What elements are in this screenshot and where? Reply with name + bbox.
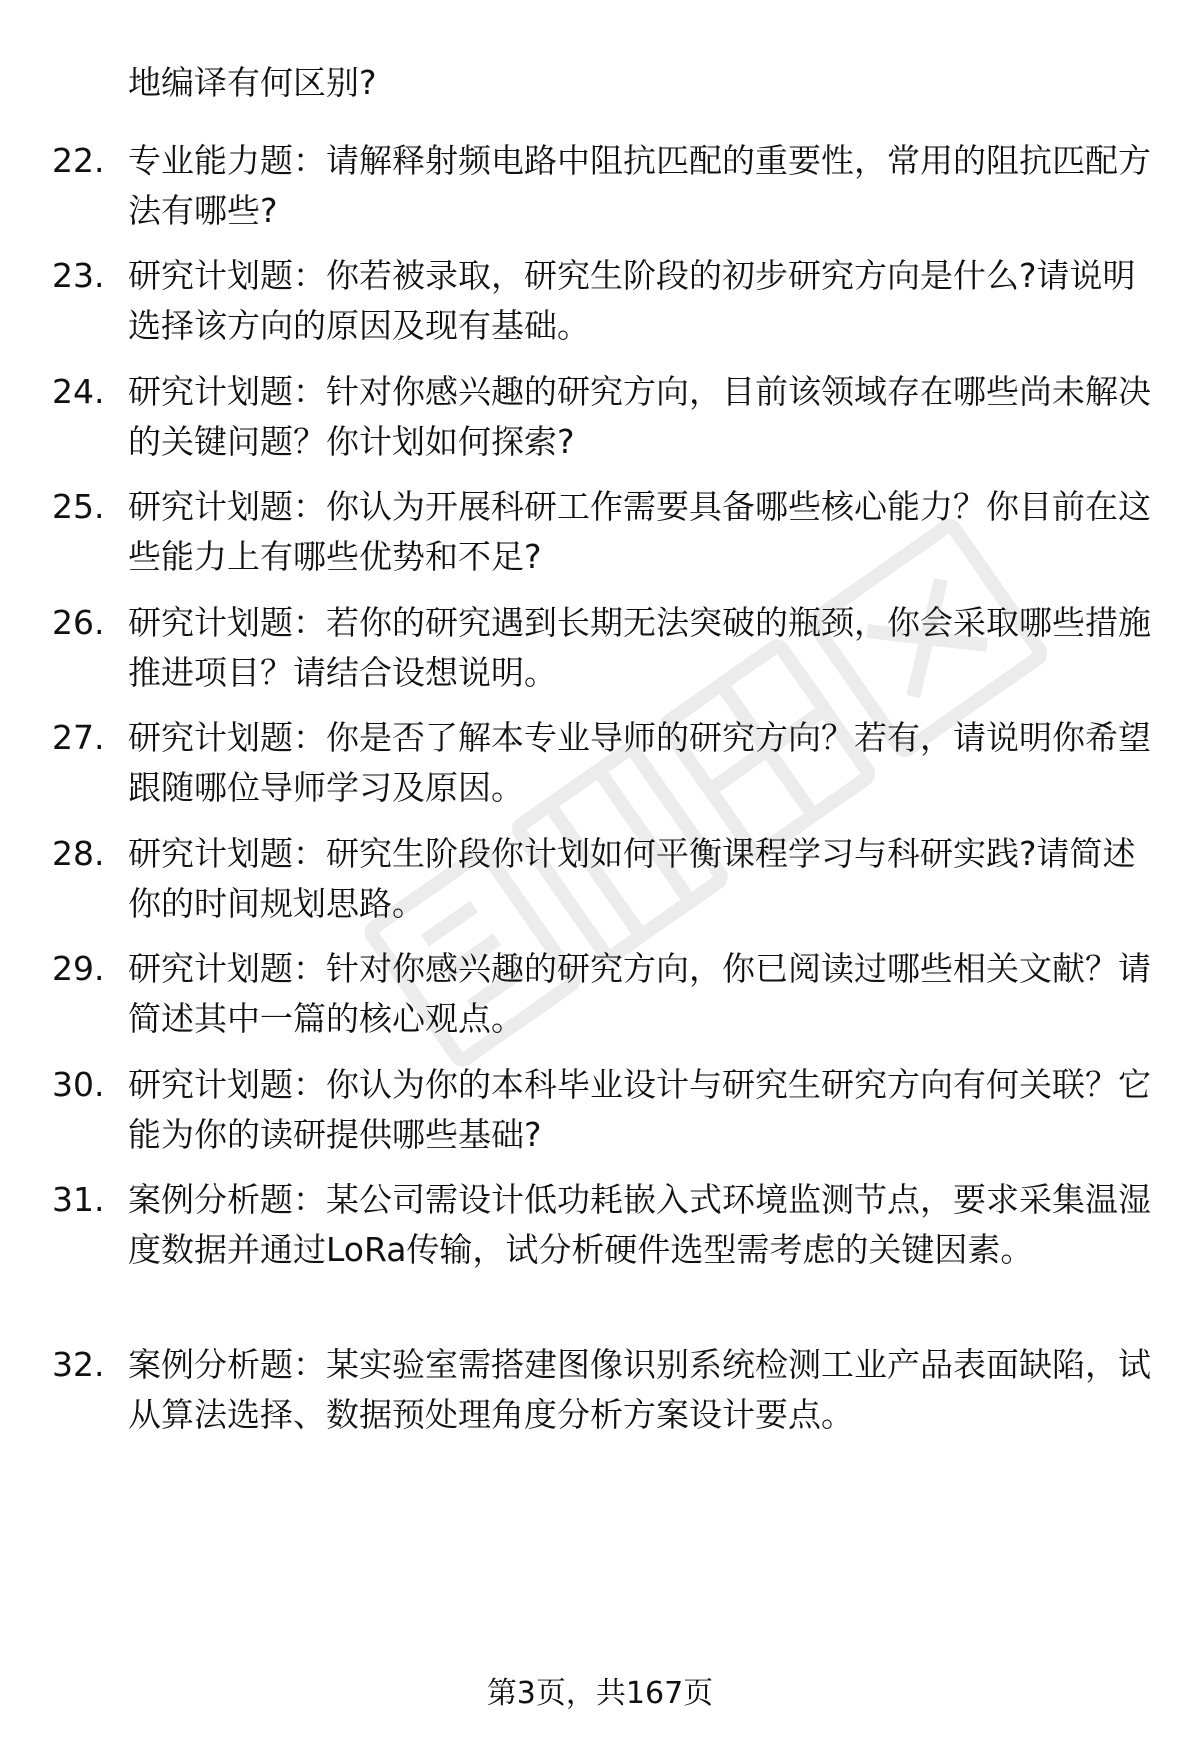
question-text: 研究计划题：你认为开展科研工作需要具备哪些核心能力？你目前在这些能力上有哪些优势和不足? (128, 487, 1151, 576)
continued-question-text: 地编译有何区别? (128, 63, 377, 102)
question-number: 30. (52, 1065, 105, 1104)
question-text: 研究计划题：若你的研究遇到长期无法突破的瓶颈，你会采取哪些措施推进项目？请结合设想说明。 (128, 603, 1151, 692)
question-number: 26. (52, 603, 105, 642)
question-number: 27. (52, 718, 105, 757)
question-text: 研究计划题：你是否了解本专业导师的研究方向？若有，请说明你希望跟随哪位导师学习及原因。 (128, 718, 1151, 807)
question-number: 25. (52, 487, 105, 526)
question-number: 31. (52, 1180, 105, 1219)
page-footer: 第3页，共167页 (486, 1676, 714, 1711)
question-number: 24. (52, 372, 105, 411)
question-text: 专业能力题：请解释射频电路中阻抗匹配的重要性，常用的阻抗匹配方法有哪些? (128, 141, 1151, 230)
question-text: 研究计划题：针对你感兴趣的研究方向，目前该领域存在哪些尚未解决的关键问题？你计划如何探索? (128, 372, 1151, 461)
question-text: 研究计划题：研究生阶段你计划如何平衡课程学习与科研实践?请简述你的时间规划思路。 (128, 834, 1136, 923)
question-number: 28. (52, 834, 105, 873)
question-number: 22. (52, 141, 105, 180)
question-number: 29. (52, 949, 105, 988)
question-text: 研究计划题：针对你感兴趣的研究方向，你已阅读过哪些相关文献？请简述其中一篇的核心观点。 (128, 949, 1151, 1038)
question-text: 研究计划题：你若被录取，研究生阶段的初步研究方向是什么?请说明选择该方向的原因及现有基础。 (128, 256, 1136, 345)
question-number: 23. (52, 256, 105, 295)
question-text: 研究计划题：你认为你的本科毕业设计与研究生研究方向有何关联？它能为你的读研提供哪些基础? (128, 1065, 1151, 1154)
question-number: 32. (52, 1345, 105, 1384)
question-text: 案例分析题：某公司需设计低功耗嵌入式环境监测节点，要求采集温湿度数据并通过LoRa传输，试分析硬件选型需考虑的关键因素。 (128, 1180, 1151, 1269)
question-text: 案例分析题：某实验室需搭建图像识别系统检测工业产品表面缺陷，试从算法选择、数据预处理角度分析方案设计要点。 (128, 1345, 1151, 1434)
